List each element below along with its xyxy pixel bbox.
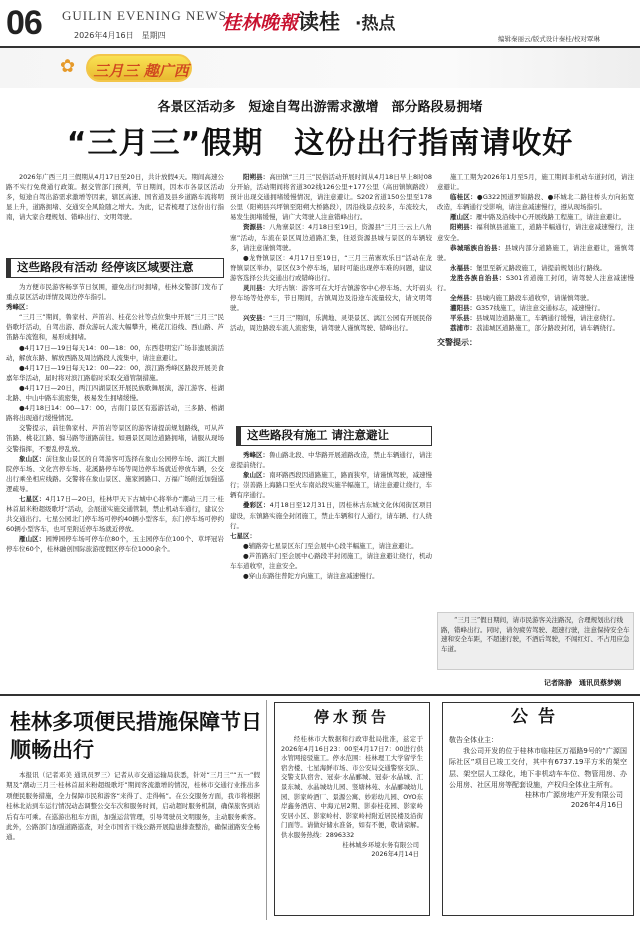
district-label: 荔浦市：: [450, 324, 476, 333]
district-label: 秀峰区：: [6, 303, 32, 312]
water-outage-notice: [274, 702, 430, 916]
article-headline: “三月三”假期 这份出行指南请收好: [66, 126, 574, 161]
district-label: 全州县：: [450, 294, 476, 303]
transport-headline: 桂林多项便民措施保障节日顺畅出行: [10, 710, 262, 762]
article-column-2b: [230, 450, 432, 690]
district-label: 灵川县：: [243, 284, 270, 293]
paragraph-text: 八角寨景区：4月18日至19日，资源县“三月三·云上八角寨”活动，车流在景区周边道路汇集，往返资源县城与景区的车辆较多，请注意谨慎驾驶。: [230, 223, 432, 252]
outage-paragraph: 经桂林市大数据和行政审批局批准，兹定于2026年4月16日23：00至4月17日7：00进行供水管网接驳施工。停水范围：桂林理工大学留学生宿舍楼、七星海鲜市场、市公安局交通警察支队、交警支队宿舍、冠泰·水晶郦城、冠泰·水晶城、汇景东城、水晶城幼儿园、竖塘林苑、水晶郦城幼儿园、影家岭酒厂、景源公寓、妙彩幼儿园、OYO东岸鑫务酒店、中海元居2期、影泰桂花园、影家岭安居小区、影家岭村、影家岭村附近居民楼及沿街门面等。请做好储水准备，如有不便，敬请谅解。供水服务热线：2896332: [281, 735, 423, 839]
paragraph: ●辅路旁七星景区东门至会展中心段半幅施工，请注意避让。: [243, 541, 418, 550]
paragraph-text: 堡里至新元路段施工，请提前规划出行路线。: [476, 263, 606, 272]
publish-date: 2026年4月16日 星期四: [74, 31, 166, 40]
article-column-1b: [6, 282, 224, 690]
section-name: 读桂: [298, 10, 340, 34]
paper-logo: 桂林晚報: [222, 12, 299, 34]
paragraph: ●4月17日—19日每天12：00—22：00，滨江路秀峰区路段开展美食嘉年华活动，届时将对滨江路临时采取交通管制措施。: [6, 363, 224, 382]
district-label: 平乐县：: [450, 314, 476, 323]
paragraph: 交警提示，前往鲁家村、芦笛岩等景区的游客请提前规划路线，可从芦笛路、桃花江路、骝马路等道路前往。如遇景区周边道路拥堵，请服从现场交警指挥，不要乱停乱放。: [6, 424, 224, 453]
flower-icon: ✿: [60, 56, 76, 77]
page-number: 06: [6, 4, 42, 42]
section-heading-events: 这些路段有活动 经停该区域要注意: [6, 258, 224, 278]
paragraph-text: 前往象山景区的自驾游客可选择在象山公园停车场、漓江大剧院停车场、文化宫停车场、花溪路停车场等周边停车场就近停放车辆，公交出行乘坐相应线路。交警将在象山景区、施家园路口、万福广场附近加强巡逻疏导。: [6, 454, 224, 493]
article-subtitle: 各景区活动多 短途自驾出游需求激增 部分路段易拥堵: [157, 100, 483, 115]
page-header: [0, 0, 640, 46]
editor-credits: 编辑秦丽云/版式设计秦桂/校对覃琳: [498, 35, 600, 43]
paragraph-text: 4月17日—20日，桂林甲天下古城中心将举办“潮动三月三·桂林首届米粉超级歌圩”活动，会展道实施交通管制，禁止机动车通行，建议公共交通出行。七星公园北门停车场可停约40辆小型客车，东门停车场可停约60辆小型客车，也可至附近停车场就近停放。: [6, 494, 224, 534]
traffic-tips-box: “三月三”假日期间，请市民游客关注路况，合理规划出行线路，错峰出行。同时，请勿疲劳驾驶、超速行驶，注意保持安全车速和安全车距，不超速行驶，不酒后驾驶，不闯红灯、不占用应急车道。: [437, 612, 634, 670]
article-column-3: [437, 172, 634, 610]
paragraph-text: 园博园停车场可停车位80个，玉主园停车位100个、草坪冠岩停车位60个，桂林融创国际旅游度假区停车位1000余个。: [6, 535, 224, 554]
paragraph-text: ●G322国道罗锦路段、●环城北二路往桥头方向拓宽改造，车辆通行受影响，请注意减速慢行，遵从现场指引。: [437, 193, 634, 212]
paragraph: 为方便市民游客畅享节日氛围，避免出行时拥堵，桂林交警部门发布了重点景区活动详情及周边停车指引。: [6, 283, 224, 302]
section-divider: [0, 694, 640, 696]
paragraph: 施工工期为2026年1月至5月，施工期间非机动车道封闭，请注意避让。: [437, 173, 634, 192]
paragraph: ●4月18日14：00—17：00，古南门景区有巡游活动，三多路、榕湖路将出现通行缓慢情况。: [6, 404, 224, 423]
notice-date: 2026年4月16日: [570, 800, 623, 809]
paragraph-text: 县城内部分道路施工，请注意避让，谨慎驾驶。: [437, 243, 634, 262]
district-label: 雁山区：: [19, 535, 46, 544]
district-label: 龙胜各族自治县：: [450, 273, 506, 282]
paragraph: ●4月17日—20日，两江四湖景区开展民族歌舞展演，游江游客、桂湖北路、中山中路车流密集，极易发生拥堵缓慢。: [6, 383, 224, 403]
outage-signature: 桂林城乡环境水务有限公司: [342, 840, 419, 849]
paragraph: ●芦笛路东门至会展中心路段半封闭施工，请注意避让绕行，机动车车道收窄，注意安全。: [230, 551, 432, 571]
topic-badge-text: 三月三 趣广西: [93, 62, 189, 80]
paragraph-text: 高田镇“三月三”民俗活动开展时间从4月18日早上8时08分开始，活动期间将省道302线126公里+177公里（高田镇镇路段）预计出现交通拥堵缓慢情况，请注意避让。S202省道150公里至178公里（阳朔县兴坪镇至阳朔大桥路段），因沿线景点较多，车流较大，易发生拥堵缓慢，请广大驾驶人注意错峰出行。: [230, 173, 432, 222]
topic-badge: [86, 54, 192, 82]
outage-date: 2026年4月14日: [371, 850, 419, 859]
notice-signature: 桂林市广源房地产开发有限公司: [525, 791, 623, 800]
paragraph-text: G357线施工，请注意交通标志，减速慢行。: [476, 304, 604, 313]
district-label: 七星区：: [19, 494, 46, 503]
section-subname: ·热点: [355, 14, 396, 34]
district-label: 资源县：: [243, 223, 270, 232]
paragraph: “三月三”期间，鲁家村、芦笛岩、桂花公社等点位集中开展“三月三”民俗歌圩活动，自驾出游、群众游玩人流大幅攀升，桃花江沿线、西山路、芦笛路车流饱和，易形成拥堵。: [6, 313, 224, 342]
district-label: 七星区：: [230, 531, 256, 540]
paragraph-text: 4月18日至12月31日，因桂林古东城文化休闲街区项目建设，东镇路实施全封闭施工，禁止车辆和行人通行，请车辆、行人绕行。: [230, 501, 432, 530]
district-label: 阳朔县：: [450, 223, 477, 232]
paragraph-text: 大圩古镇：游客可在大圩古镇游客中心停车场、大圩码头停车场等处停车，节日期间，古镇周边及沿途车流量较大，请文明驾驶。: [230, 284, 432, 313]
reporter-byline: 记者陈静 通讯员蔡梦娴: [544, 679, 621, 687]
outage-body: [275, 731, 429, 864]
paragraph-text: 南环路西段因道路施工，路面狭窄，请谨慎驾驶，减速慢行；崇善路上海路口至火车南站段实施半幅施工，请注意避让绕行，车辆有序通行。: [230, 471, 432, 500]
paragraph: ●龙脊镇景区：4月17日至19日，“三月三苗寨欢乐日”活动在龙脊镇景区举办，景区仅3个停车场，届时可能出现停车难的问题，建议游客选择公共交通出行或错峰出行。: [230, 253, 432, 282]
notice-paragraph: 我公司开发的位于桂林市临桂区万福路9号的“广源国际社区”项目已竣工交付，其中有6737.19平方米的架空层、架空层人工绿化，地下非机动车车位、物管用房、办公用房、社区用房等配套设施，产权归全体业主所有。: [449, 747, 627, 789]
outage-title: 停水预告: [313, 708, 390, 726]
paragraph: ●4月17日—19日每天14：00—18：00，东西巷明宏广场非遗展演活动，解放东路、解放西路及周边路段人流集中，请注意避让。: [6, 343, 224, 362]
paragraph: ●穿山东路往普陀方向施工，请注意减速慢行。: [243, 572, 379, 581]
district-label: 秀峰区：: [243, 451, 270, 459]
district-label: 阳朔县：: [243, 173, 270, 181]
section-heading-construction: 这些路段有施工 请注意避让: [236, 426, 432, 446]
paragraph-text: 县城内施工路段车道收窄，请谨慎驾驶。: [476, 294, 593, 303]
paragraph-text: “三月三”期间，乐满地、灵渠景区、漓江公园有开展民俗活动，周边路段车流人流密集，请驾驶人谨慎驾驶、错峰出行。: [230, 314, 432, 333]
article-column-2a: [230, 172, 432, 424]
paragraph-text: 福利镇县道施工，道路半幅通行，请注意减速慢行，注意安全。: [437, 223, 634, 242]
transport-paragraph: 本报讯（记者邓美 通讯员罗三）记者从市交通运输局获悉，针对“三月三”“五一”假期及“潮动三月三·桂林首届米粉超级歌圩”期间客流激增的情况，桂林市交通行业推出多项便民服务措施，全力保障市民和游客“来得了、走得畅”。在公交服务方面，我市将根据桂林北站到车运行情况动态调整公交车次和服务时间，启动超时服务机制，确保旅客到站后有车可乘。在巡游出租车方面，加强运营管理，引导驾驶员文明服务，主动服务乘客。此外，公路部门加强道路巡查，对全市国省干线公路开展隐患排查整治，确保道路安全畅通。: [6, 771, 260, 842]
district-label: 永福县：: [450, 263, 476, 272]
notice-title: 公告: [511, 707, 565, 727]
tips-heading: 交警提示：: [437, 337, 477, 347]
paragraph-text: 县城周边道路施工，车辆通行缓慢，请注意绕行。: [476, 314, 619, 323]
district-label: 兴安县：: [243, 314, 270, 323]
district-label: 临桂区：: [450, 193, 477, 202]
district-label: 象山区：: [19, 454, 46, 463]
paper-name-en: GUILIN EVENING NEWS: [62, 8, 227, 23]
paragraph-text: S301省道施工封闭，请驾驶人注意减速慢行。: [437, 273, 634, 293]
district-label: 灌阳县：: [450, 304, 476, 313]
district-label: 叠彩区：: [243, 501, 270, 510]
district-label: 恭城瑶族自治县：: [450, 243, 505, 252]
paragraph-text: 雁中路及沿线中心开展线路工程施工，请注意避让。: [476, 213, 626, 222]
transport-article: [6, 770, 260, 920]
topic-banner: [0, 48, 640, 88]
intro-paragraph: 2026年广西三月三假期从4月17日至20日，共计放假4天。期间高速公路不实行免费通行政策。据交管部门预判，节日期间，因本市各景区活动多，短途自驾出游需求激增等因素，辖区高速、国省道及县乡道路车流将明显上升，道路拥堵、交通安全风险随之增大。为此，记者梳理了这份出行指南，请大家合理规划、错峰出行、文明驾驶。: [6, 173, 224, 222]
notice-body: [443, 731, 633, 814]
district-label: 雁山区：: [450, 213, 476, 222]
article-column-1a: [6, 172, 224, 256]
district-label: 象山区：: [243, 471, 270, 480]
public-notice: [442, 702, 634, 916]
paragraph-text: 荔浦城区道路施工，部分路段封闭，请车辆绕行。: [476, 324, 619, 333]
notice-greeting: 敬告全体业主：: [449, 736, 498, 744]
paragraph-text: 鲁山路北段、中华路开展道路改造，禁止车辆通行，请注意提前绕行。: [230, 451, 432, 470]
